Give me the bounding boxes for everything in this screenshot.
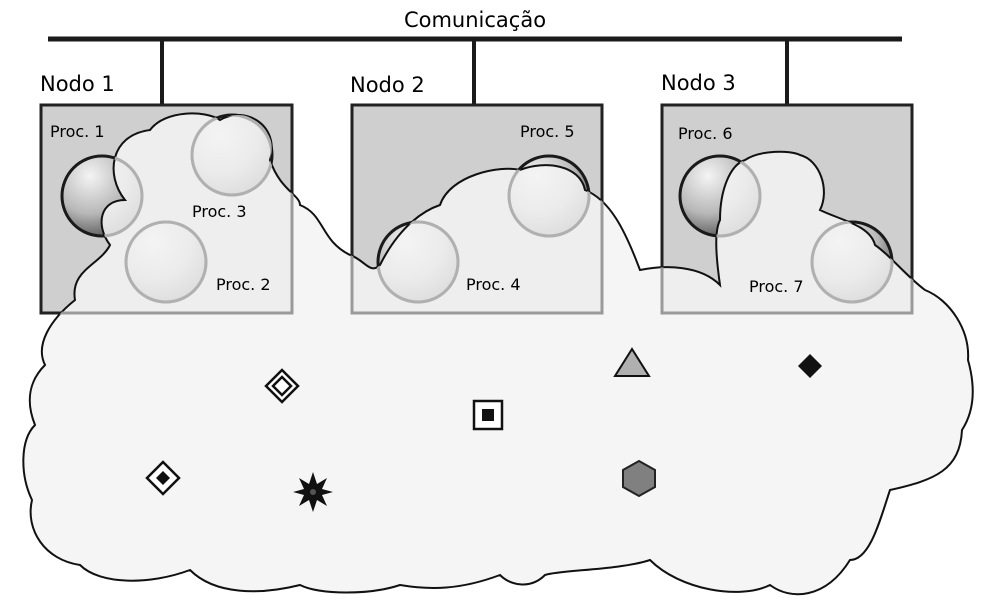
node-3-label: Nodo 3 — [661, 71, 736, 95]
starburst-symbol — [293, 472, 333, 512]
proc-3-label: Proc. 3 — [192, 202, 247, 221]
proc-2-label: Proc. 2 — [216, 275, 271, 294]
node-2-label: Nodo 2 — [350, 73, 425, 97]
nested-square-symbol — [474, 401, 502, 429]
proc-1-label: Proc. 1 — [50, 122, 105, 141]
proc-4-label: Proc. 4 — [466, 275, 521, 294]
proc-5-label: Proc. 5 — [520, 122, 575, 141]
hexagon-symbol — [623, 461, 655, 496]
proc-7-label: Proc. 7 — [749, 277, 804, 296]
proc-6-label: Proc. 6 — [678, 124, 733, 143]
communication-bus-label: Comunicação — [403, 8, 547, 32]
node-1-label: Nodo 1 — [40, 72, 115, 96]
